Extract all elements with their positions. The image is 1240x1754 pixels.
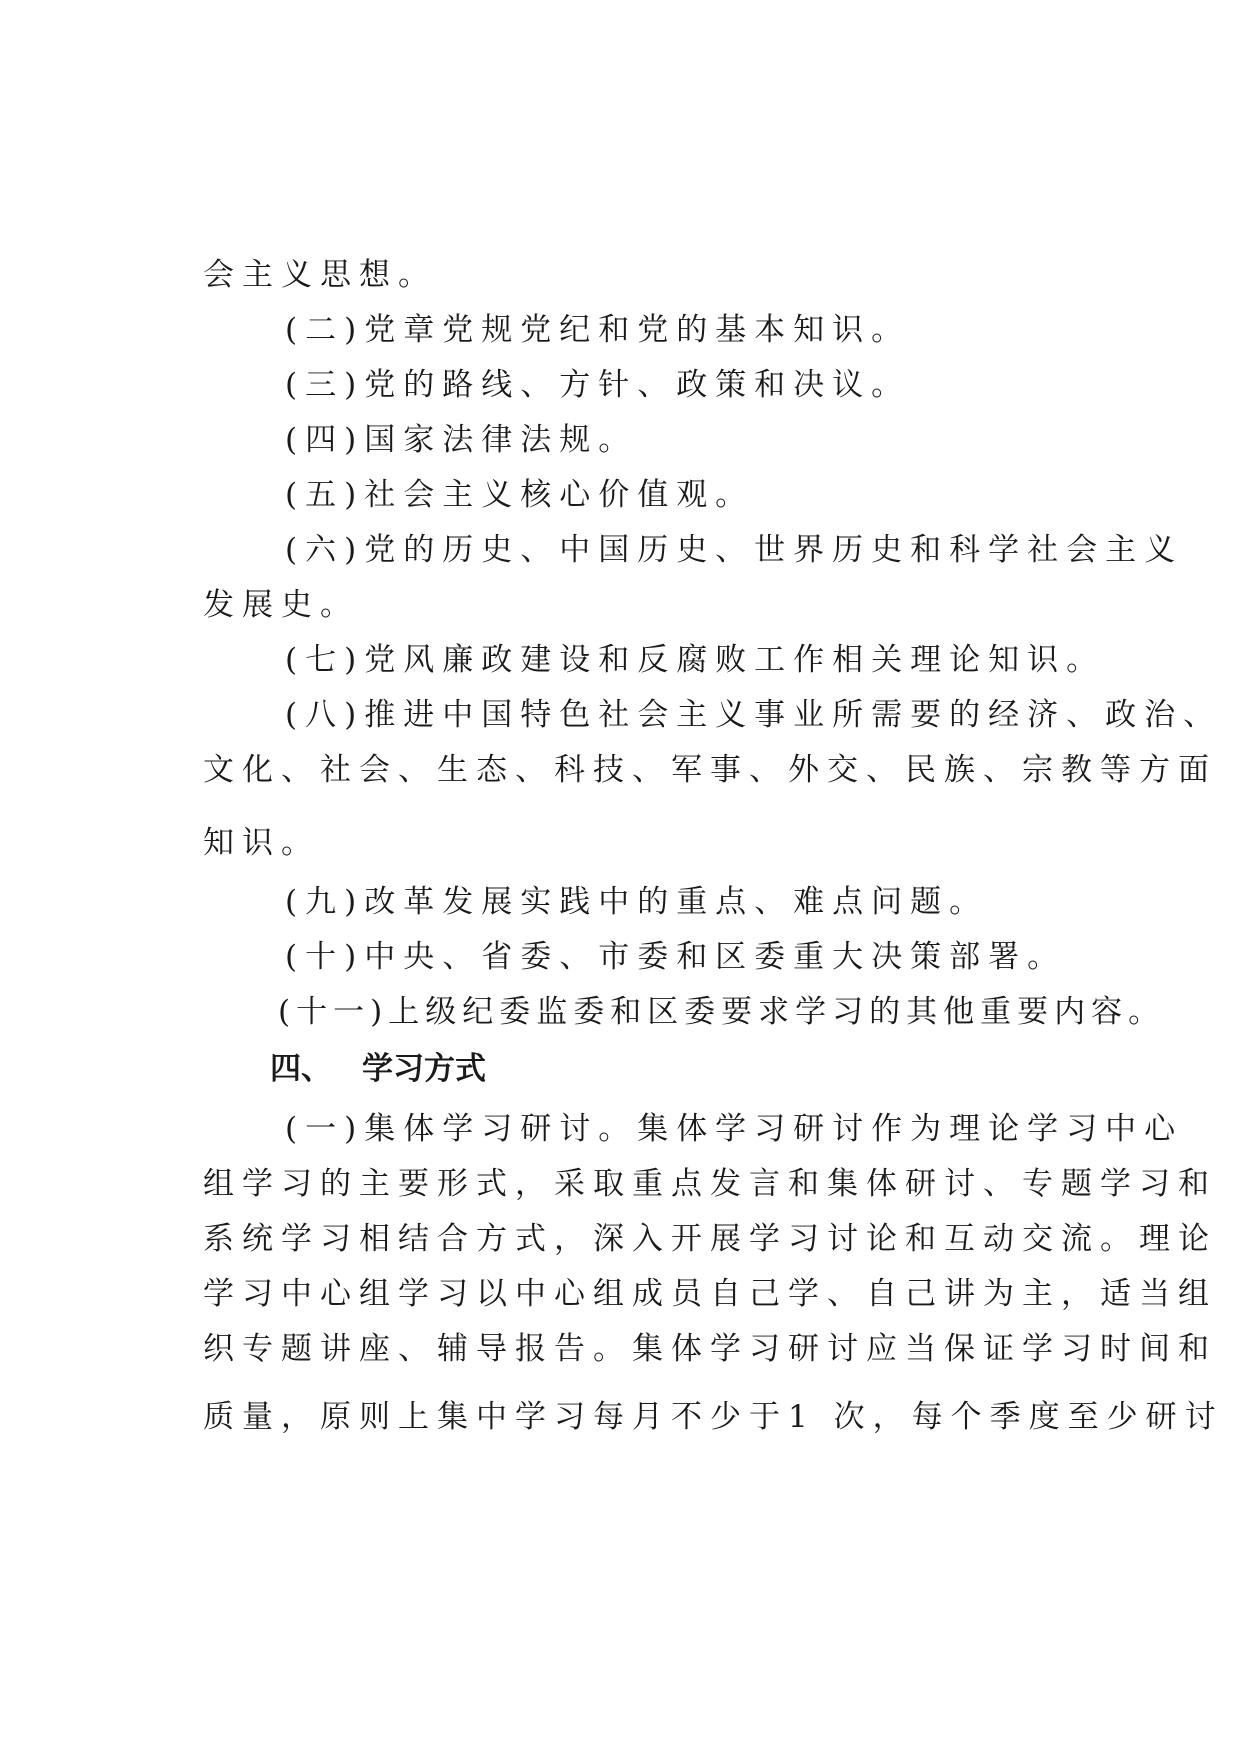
list-item: (十)中央、省委、市委和区委重大决策部署。 xyxy=(285,939,1067,975)
section-number: 四、 xyxy=(270,1051,332,1087)
paragraph-line: 质量，原则上集中学习每月不少于1 次，每个季度至少研讨 xyxy=(203,1399,1224,1435)
paragraph-line: 组学习的主要形式，采取重点发言和集体研讨、专题学习和 xyxy=(203,1166,1217,1202)
paragraph-line: 系统学习相结合方式，深入开展学习讨论和互动交流。理论 xyxy=(203,1221,1217,1257)
list-item: (三)党的路线、方针、政策和决议。 xyxy=(285,367,911,403)
list-item: (六)党的历史、中国历史、世界历史和科学社会主义 xyxy=(285,532,1184,568)
list-item: (七)党风廉政建设和反腐败工作相关理论知识。 xyxy=(285,642,1106,678)
paragraph-line: (一)集体学习研讨。集体学习研讨作为理论学习中心 xyxy=(285,1111,1184,1147)
text-line: 知识。 xyxy=(203,825,320,861)
paragraph-line: 织专题讲座、辅导报告。集体学习研讨应当保证学习时间和 xyxy=(203,1331,1217,1367)
text-line: 会主义思想。 xyxy=(203,257,437,293)
section-heading xyxy=(270,1047,486,1091)
section-title: 学习方式 xyxy=(362,1051,486,1087)
list-item: (四)国家法律法规。 xyxy=(285,422,638,458)
text-line: 文化、社会、生态、科技、军事、外交、民族、宗教等方面 xyxy=(203,752,1217,788)
text-line: 发展史。 xyxy=(203,587,359,623)
list-item: (九)改革发展实践中的重点、难点问题。 xyxy=(285,884,989,920)
list-item: (二)党章党规党纪和党的基本知识。 xyxy=(285,312,911,348)
paragraph-line: 学习中心组学习以中心组成员自己学、自己讲为主，适当组 xyxy=(203,1276,1217,1312)
list-item: (八)推进中国特色社会主义事业所需要的经济、政治、 xyxy=(285,697,1223,733)
list-item: (十一)上级纪委监委和区委要求学习的其他重要内容。 xyxy=(278,994,1166,1030)
list-item: (五)社会主义核心价值观。 xyxy=(285,477,755,513)
